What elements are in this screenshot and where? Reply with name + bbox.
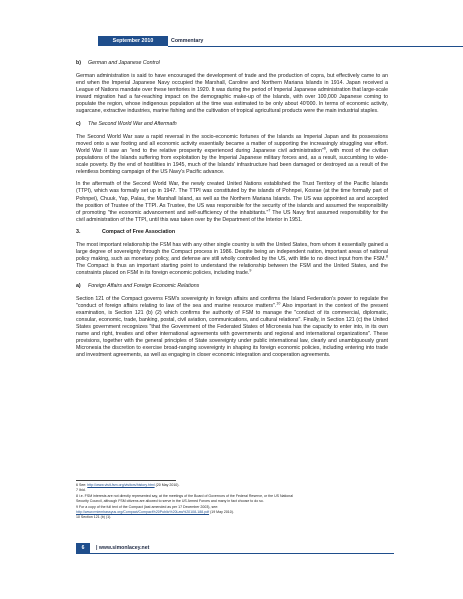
footnote-ref[interactable]: 8 xyxy=(386,254,388,259)
subsection-label: c) xyxy=(76,120,81,127)
paragraph-text: The most important relationship the FSM has with any other single country is with the United States, from whom it essentially gained a large degree of sovereignty through the Compact process in 1986. Despite being an independent nation, important areas of national policy making, such as monetary policy, and defense are still wholly controlled by the US, with little to no direct input from the FSM. xyxy=(76,242,388,263)
paragraph xyxy=(76,134,388,176)
subsection-heading-c xyxy=(76,121,388,128)
paragraph-text: The Compact is thus an important starting point to understand the relationship between the FSM and the United States, and the constraints placed on FSM in its foreign economic policies, including trade. xyxy=(76,263,388,277)
footnote-7: 7 Ibid. xyxy=(76,488,86,493)
footnotes xyxy=(76,483,394,521)
footnote-8: 8 i.e. FSM interests are not directly represented say, at the meetings of the Board of Governors of the Federal Reserve, or the US National xyxy=(76,493,293,498)
header-section: Commentary xyxy=(171,38,204,44)
section-label: 3. xyxy=(76,229,81,236)
paragraph-text: The US Navy first assumed responsibility for the civil administration of the TTPI, until this was taken over by the Department of the Interior in 1951. xyxy=(76,209,388,223)
paragraph xyxy=(76,296,388,359)
footnote-text: (20 May 2010). xyxy=(154,483,180,487)
paragraph-text: , with most of the civilian populations of the Islands suffering from exploitation by the Imperial Japanese military forces and, as a result, succumbing to wide-scale poverty. By the end of hostilities in 1945, much of the Islands' infrastructure had been damaged or destroyed as a result of the relentless bombing campaign of the US Navy's Pacific advance. xyxy=(76,147,389,175)
footer-site-link[interactable]: | www.simonlacey.net xyxy=(96,545,150,551)
footnote-text: 6 See: xyxy=(76,483,88,487)
footnote-ref[interactable]: 10 xyxy=(276,301,281,306)
footnote-link[interactable]: http://www.visit-fsm.org/visitors/history.html xyxy=(87,483,155,487)
footnote-divider xyxy=(76,480,176,481)
paragraph-text: In the aftermath of the Second World War, the newly created United Nations established the Trust Territory of the Pacific Islands (TTPI), which was formally set up in 1947. The TTPI was constituted by the islands of Pohnpei, Kosrae (at the time formally part of Pohnpei), Chuuk, Yap, Palau, the Marshall Island, as well as the Northern Mariana Islands. The US was appointed as and accepted the position of Trustee of the TTPI. As Trustee, the US was responsible for the security of the islands and assumed the responsibility of promoting "the economic advancement and self-sufficiency of the inhabitants." xyxy=(76,181,388,216)
footnote-9: 9 For a copy of the full text of the Compact (last amended as per 17 December 2003), see: xyxy=(76,504,219,509)
subsection-heading-b xyxy=(76,60,388,67)
subsection-label: a) xyxy=(76,282,81,289)
header-date: September 2010 xyxy=(98,36,168,46)
paragraph-text: The Second World War saw a rapid reversal in the socio-economic fortunes of the Islands as Imperial Japan and its possessions moved onto a war footing and all economic activity essentially became a matter of supporting the increasingly struggling war effort. World War II saw an "end to the relative prosperity experienced during Japanese civil administration" xyxy=(76,133,388,154)
footnote-ref[interactable]: 6 xyxy=(323,146,326,151)
section-heading-3 xyxy=(76,229,388,236)
paragraph-text: Also important in the context of the present examination, is Section 121 (b) (2) which confirms the authority of FSM to manage the "conduct of its commercial, diplomatic, consular, economic, trade, banking, postal, civil aviation, communications, and cultural relations". Finally, in Section 121 (c) the United States government recognizes "that the Government of the Federated States of Micronesia has the capacity to enter into, in its own name and right, treaties and other international agreements with governments and regional and international organizations". These provisions, together with the general principles of State sovereignty under public international law, clearly and unambiguously grant Micronesia the discretion to exercise broad-ranging sovereignty in shaping its foreign economic policies, including entering into trade and investment agreements, as well as engaging in closer economic integration and cooperation agreements. xyxy=(76,302,388,359)
paragraph xyxy=(76,242,388,277)
footnote-8-cont: Security Council, although FSM citizens are allowed to serve in the US Armed Forces and many in fact choose to do so. xyxy=(76,499,264,504)
footnote-ref[interactable]: 9 xyxy=(249,268,252,273)
footnote-text: (19 May 2010). xyxy=(209,510,234,515)
footer-rule xyxy=(76,553,394,554)
footnote-ref[interactable]: 7 xyxy=(268,207,271,212)
paragraph xyxy=(76,181,388,223)
paragraph-text: Section 121 of the Compact governs FSM's sovereignty in foreign affairs and confirms the Island Federation's power to regulate the "conduct of foreign affairs relating to law of the sea and marine resource matters". xyxy=(76,295,388,309)
body-text xyxy=(76,60,388,365)
subsection-heading-a xyxy=(76,283,388,290)
section-title: Compact of Free Association xyxy=(102,229,176,236)
footnote-link[interactable]: http://www.rmiembassyus.org/Compact/Compact%20Public%20Law%20108-188.pdf xyxy=(76,510,210,515)
footnote-10: 10 Section 121 (b) (1). xyxy=(76,515,112,520)
header-rule xyxy=(168,36,463,47)
subsection-title: The Second World War and Aftermath xyxy=(88,120,177,127)
subsection-label: b) xyxy=(76,60,81,66)
subsection-title: Foreign Affairs and Foreign Economic Relations xyxy=(88,282,200,289)
page-number: 6 xyxy=(76,543,90,553)
subsection-title: German and Japanese Control xyxy=(88,60,160,66)
paragraph: German administration is said to have encouraged the development of trade and the production of copra, but effectively came to an end when the Imperial Japanese Navy occupied the Marshall, Caroline and Northern Mariana Islands in 1914. Japan received a League of Nations mandate over these territories in 1920. It was during the period of Imperial Japanese administration that large-scale inward migration had a far-reaching impact on the demographic make-up of the Islands, with over 100,000 Japanese coming to populate the region, whose indigenous population at the time was estimated to be only about 40'000. In terms of economic activity, sugarcane, extractive industries, marine fishing and the cultivation of tropical agricultural products were the main industrial staples. xyxy=(76,73,388,115)
